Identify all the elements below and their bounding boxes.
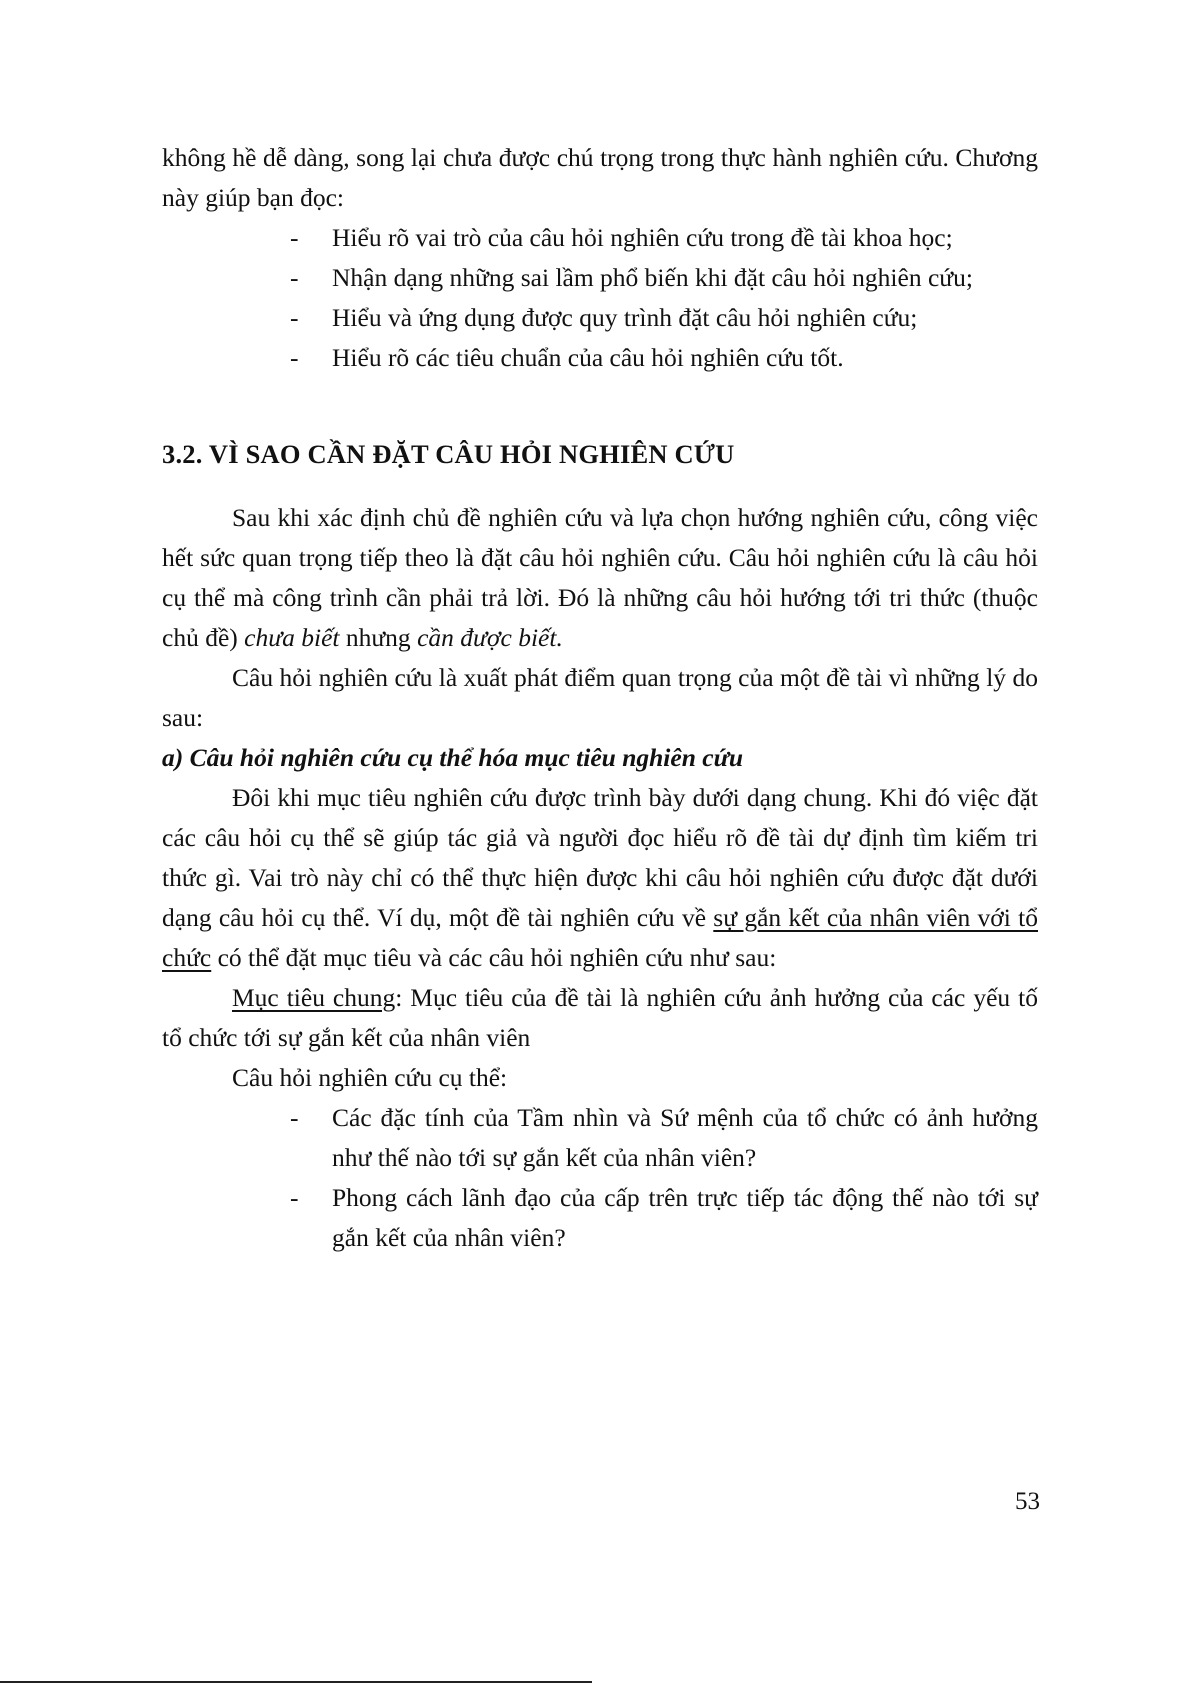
emphasis-unknown: chưa biết xyxy=(244,623,340,652)
list-item xyxy=(162,258,1038,298)
page-number: 53 xyxy=(1015,1488,1040,1515)
bullet-dash: - xyxy=(290,1183,299,1212)
sub-heading-a: a) Câu hỏi nghiên cứu cụ thể hóa mục tiêu nghiên cứu xyxy=(162,743,744,772)
paragraph-1-connector: nhưng xyxy=(339,623,418,652)
paragraph-3 xyxy=(162,778,1038,978)
list-item-text: Phong cách lãnh đạo của cấp trên trực tiếp tác động thế nào tới sự gắn kết của nhân viên? xyxy=(332,1183,1038,1252)
underlined-topic: sự gắn kết của nhân viên với tổ chức xyxy=(162,903,1038,972)
bullet-dash: - xyxy=(290,1103,299,1132)
general-goal-paragraph xyxy=(162,978,1038,1058)
research-questions-list xyxy=(162,1098,1038,1258)
paragraph-3-text: Đôi khi mục tiêu nghiên cứu được trình bày dưới dạng chung. Khi đó việc đặt các câu hỏi cụ thể sẽ giúp tác giả và người đọc hiểu rõ đề tài dự định tìm kiếm tri thức gì. Vai trò này chỉ có thể thực hiện được khi câu hỏi nghiên cứu được đặt dưới dạng câu hỏi cụ thể. Ví dụ, một đề tài nghiên cứu về xyxy=(162,783,1038,932)
list-item-text: Hiểu rõ các tiêu chuẩn của câu hỏi nghiên cứu tốt. xyxy=(332,343,844,372)
paragraph-1 xyxy=(162,498,1038,658)
section-heading-block xyxy=(162,434,1038,474)
emphasis-need-known: cần được biết. xyxy=(417,623,563,652)
list-item-text: Nhận dạng những sai lầm phổ biến khi đặt câu hỏi nghiên cứu; xyxy=(332,263,973,292)
list-item xyxy=(162,218,1038,258)
section-body xyxy=(162,498,1038,1258)
general-goal-label: Mục tiêu chung xyxy=(232,983,396,1012)
intro-paragraph: không hề dễ dàng, song lại chưa được chú trọng trong thực hành nghiên cứu. Chương này giúp bạn đọc: xyxy=(162,143,1038,212)
bullet-dash: - xyxy=(290,343,299,372)
section-heading: 3.2. VÌ SAO CẦN ĐẶT CÂU HỎI NGHIÊN CỨU xyxy=(162,439,735,469)
chapter-goals-list xyxy=(162,218,1038,378)
list-item xyxy=(162,1178,1038,1258)
bottom-divider xyxy=(0,1681,592,1683)
general-goal-text: : Mục tiêu của đề tài là nghiên cứu ảnh hưởng của các yếu tố tổ chức tới sự gắn kết của nhân viên xyxy=(162,983,1038,1052)
list-item-text: Hiểu và ứng dụng được quy trình đặt câu hỏi nghiên cứu; xyxy=(332,303,918,332)
list-item xyxy=(162,338,1038,378)
bullet-dash: - xyxy=(290,303,299,332)
list-item-text: Các đặc tính của Tầm nhìn và Sứ mệnh của tổ chức có ảnh hưởng như thế nào tới sự gắn kết của nhân viên? xyxy=(332,1103,1038,1172)
paragraph-2: Câu hỏi nghiên cứu là xuất phát điểm quan trọng của một đề tài vì những lý do sau: xyxy=(162,663,1038,732)
paragraph-1-text: Sau khi xác định chủ đề nghiên cứu và lựa chọn hướng nghiên cứu, công việc hết sức quan trọng tiếp theo là đặt câu hỏi nghiên cứu. Câu hỏi nghiên cứu là câu hỏi cụ thể mà công trình cần phải trả lời. Đó là những câu hỏi hướng tới tri thức (thuộc chủ đề) xyxy=(162,503,1038,652)
list-item xyxy=(162,1098,1038,1178)
list-item xyxy=(162,298,1038,338)
paragraph-3-tail: có thể đặt mục tiêu và các câu hỏi nghiên cứu như sau: xyxy=(211,943,777,972)
intro-block xyxy=(162,138,1038,378)
bullet-dash: - xyxy=(290,263,299,292)
specific-questions-label: Câu hỏi nghiên cứu cụ thể: xyxy=(232,1063,508,1092)
list-item-text: Hiểu rõ vai trò của câu hỏi nghiên cứu trong đề tài khoa học; xyxy=(332,223,953,252)
bullet-dash: - xyxy=(290,223,299,252)
